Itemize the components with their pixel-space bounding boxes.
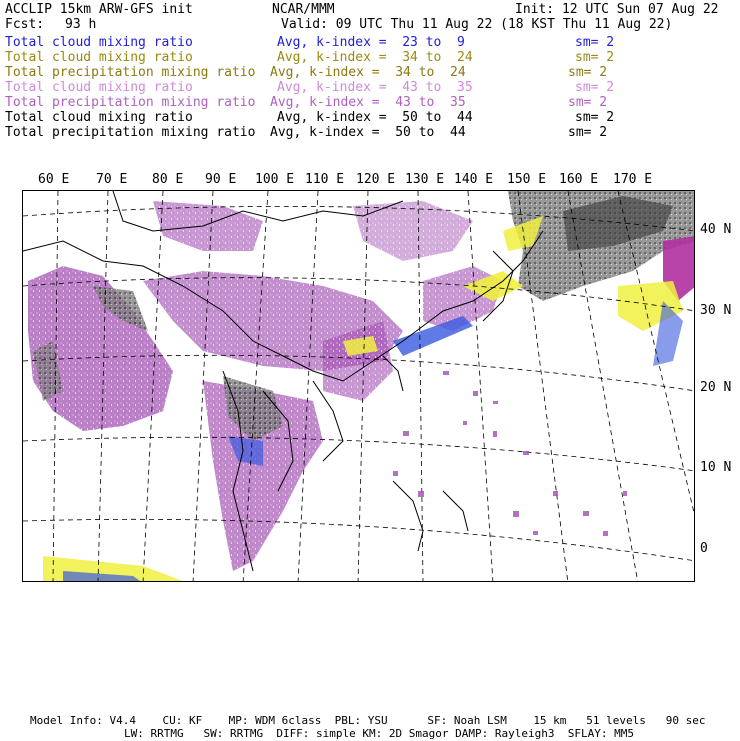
field-name: Total cloud mixing ratio [5, 110, 193, 125]
field-avg: Avg, k-index = 50 to 44 [277, 110, 473, 125]
precip-region-purple-ne [353, 201, 473, 261]
field-avg: Avg, k-index = 34 to 24 [270, 65, 466, 80]
field-row-2 [5, 65, 608, 80]
ocean-precip-cells [393, 371, 627, 536]
field-name: Total cloud mixing ratio [5, 80, 193, 95]
lon-label-130e: 130 E [405, 172, 445, 187]
fcst-value: 93 h [65, 17, 97, 32]
lon-label-170e: 170 E [613, 172, 653, 187]
field-row-1 [5, 50, 615, 65]
lat-label-40n: 40 N [700, 222, 732, 237]
footer-physics-info: LW: RRTMG SW: RRTMG DIFF: simple KM: 2D Smagor DAMP: Rayleigh3 SFLAY: MM5 [124, 727, 634, 740]
field-row-4 [5, 95, 608, 110]
field-sm: sm= 2 [568, 65, 608, 80]
field-sm: sm= 2 [568, 95, 608, 110]
field-row-6 [5, 125, 608, 140]
field-name: Total precipitation mixing ratio [5, 125, 256, 140]
lon-label-90e: 90 E [205, 172, 237, 187]
lat-label-0: 0 [700, 541, 708, 556]
lon-label-60e: 60 E [38, 172, 70, 187]
lon-label-80e: 80 E [152, 172, 184, 187]
map-canvas [23, 191, 695, 582]
lon-label-100e: 100 E [255, 172, 295, 187]
field-row-3 [5, 80, 615, 95]
field-avg: Avg, k-index = 23 to 9 [277, 35, 465, 50]
field-row-0 [5, 35, 615, 50]
forecast-map [22, 190, 695, 582]
lon-label-110e: 110 E [305, 172, 345, 187]
lon-label-70e: 70 E [96, 172, 128, 187]
field-sm: sm= 2 [568, 125, 608, 140]
field-avg: Avg, k-index = 34 to 24 [277, 50, 473, 65]
field-sm: sm= 2 [575, 50, 615, 65]
lon-label-140e: 140 E [454, 172, 494, 187]
lat-label-10n: 10 N [700, 460, 732, 475]
lon-label-160e: 160 E [559, 172, 599, 187]
field-name: Total cloud mixing ratio [5, 50, 193, 65]
fcst-label: Fcst: [5, 17, 45, 32]
field-name: Total precipitation mixing ratio [5, 65, 256, 80]
valid-time: Valid: 09 UTC Thu 11 Aug 22 (18 KST Thu 11 Aug 22) [281, 17, 673, 32]
init-time: Init: 12 UTC Sun 07 Aug 22 [515, 2, 719, 17]
field-avg: Avg, k-index = 43 to 35 [277, 80, 473, 95]
footer-model-info: Model Info: V4.4 CU: KF MP: WDM 6class PBL: YSU SF: Noah LSM 15 km 51 levels 90 sec [30, 714, 706, 727]
field-row-5 [5, 110, 615, 125]
lat-label-30n: 30 N [700, 303, 732, 318]
lon-label-150e: 150 E [507, 172, 547, 187]
field-name: Total precipitation mixing ratio [5, 95, 256, 110]
field-avg: Avg, k-index = 50 to 44 [270, 125, 466, 140]
field-sm: sm= 2 [575, 110, 615, 125]
lon-label-120e: 120 E [356, 172, 396, 187]
field-avg: Avg, k-index = 43 to 35 [270, 95, 466, 110]
model-title: ACCLIP 15km ARW-GFS init [5, 2, 193, 17]
field-sm: sm= 2 [575, 35, 615, 50]
field-sm: sm= 2 [575, 80, 615, 95]
center-label: NCAR/MMM [272, 2, 335, 17]
lat-label-20n: 20 N [700, 380, 732, 395]
field-name: Total cloud mixing ratio [5, 35, 193, 50]
